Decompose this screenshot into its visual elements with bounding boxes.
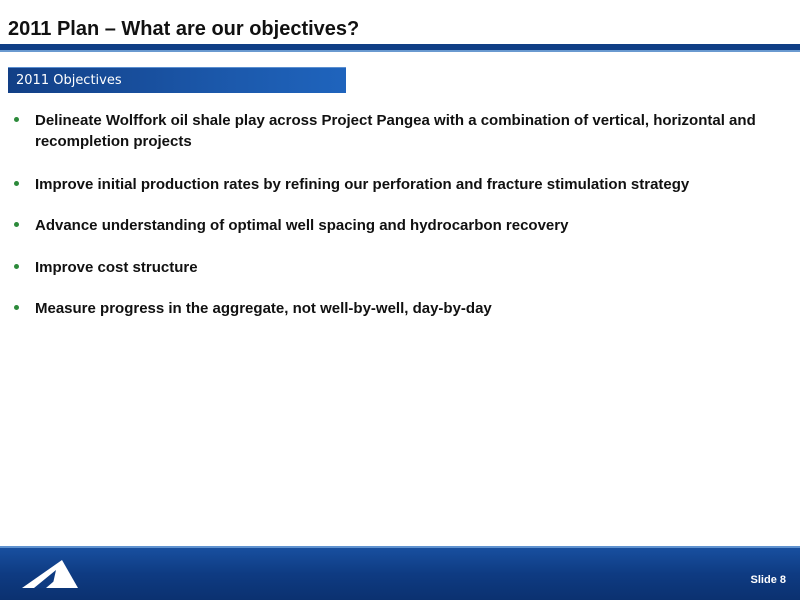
title-rule-light [0,50,800,52]
title-rule [0,44,800,54]
triangle-logo-icon [22,560,78,588]
list-item-text: Improve initial production rates by refining our perforation and fracture stimulation strategy [35,176,690,193]
list-item-text: Measure progress in the aggregate, not well-by-well, day-by-day [35,300,492,317]
slide-title: 2011 Plan – What are our objectives? [8,18,360,40]
bullet-dot-icon [14,305,19,310]
list-item-text: Improve cost structure [35,259,198,276]
bullet-dot-icon [14,264,19,269]
list-item-text: Delineate Wolffork oil shale play across Project Pangea with a combination of vertical, horizontal and recompletion projects [35,112,756,150]
bullet-dot-icon [14,222,19,227]
footer-bar [0,548,800,600]
section-header-label: 2011 Objectives [16,73,122,88]
slide-number: Slide 8 [750,574,786,586]
bullet-dot-icon [14,181,19,186]
bullet-dot-icon [14,117,19,122]
list-item-text: Advance understanding of optimal well spacing and hydrocarbon recovery [35,217,569,234]
section-header-bar [8,67,346,93]
